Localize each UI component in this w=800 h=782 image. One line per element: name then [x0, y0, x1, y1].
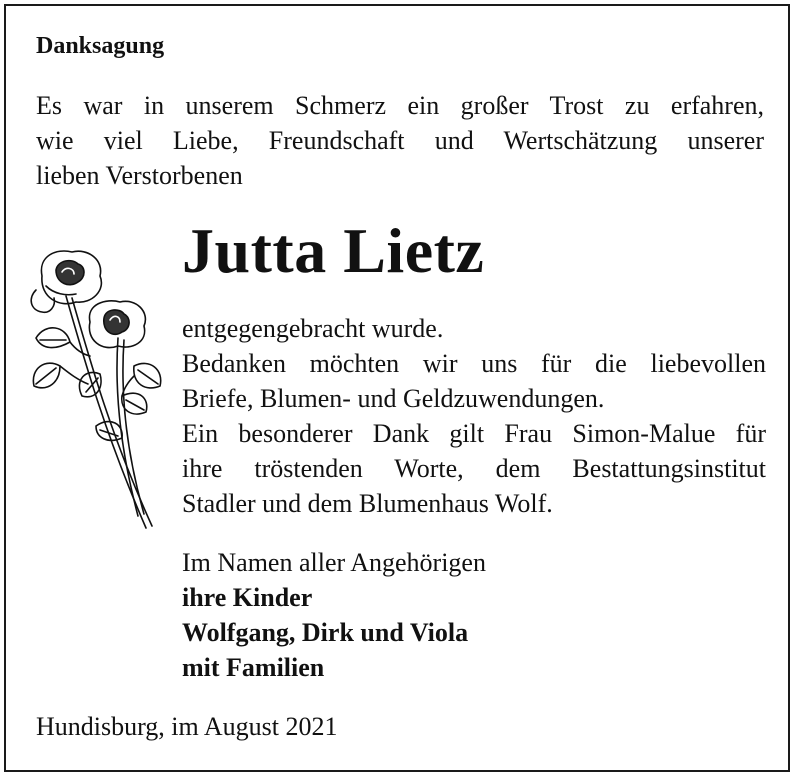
signature-line-3: mit Familien — [182, 653, 325, 682]
place-date: Hundisburg, im August 2021 — [36, 712, 338, 741]
body-line-6: Stadler und dem Blumenhaus Wolf. — [182, 489, 553, 518]
intro-line-2: wie viel Liebe, Freundschaft und Wertschätzung unserer — [36, 126, 764, 155]
deceased-name: Jutta Lietz — [182, 215, 485, 286]
body-line-3: Briefe, Blumen- und Geldzuwendungen. — [182, 384, 605, 413]
body-line-4: Ein besonderer Dank gilt Frau Simon-Malue für — [182, 419, 766, 448]
body-line-5: ihre tröstenden Worte, dem Bestattungsinstitut — [182, 454, 766, 483]
intro-line-3: lieben Verstorbenen — [36, 161, 243, 190]
signature-intro: Im Namen aller Angehörigen — [182, 548, 486, 577]
notice-heading: Danksagung — [36, 33, 165, 59]
signature-line-2: Wolfgang, Dirk und Viola — [182, 618, 469, 647]
intro-line-1: Es war in unserem Schmerz ein großer Trost zu erfahren, — [36, 91, 764, 120]
roses-icon — [26, 246, 166, 534]
body-line-1: entgegengebracht wurde. — [182, 314, 444, 343]
body-line-2: Bedanken möchten wir uns für die liebevollen — [182, 349, 766, 378]
signature-line-1: ihre Kinder — [182, 583, 313, 612]
